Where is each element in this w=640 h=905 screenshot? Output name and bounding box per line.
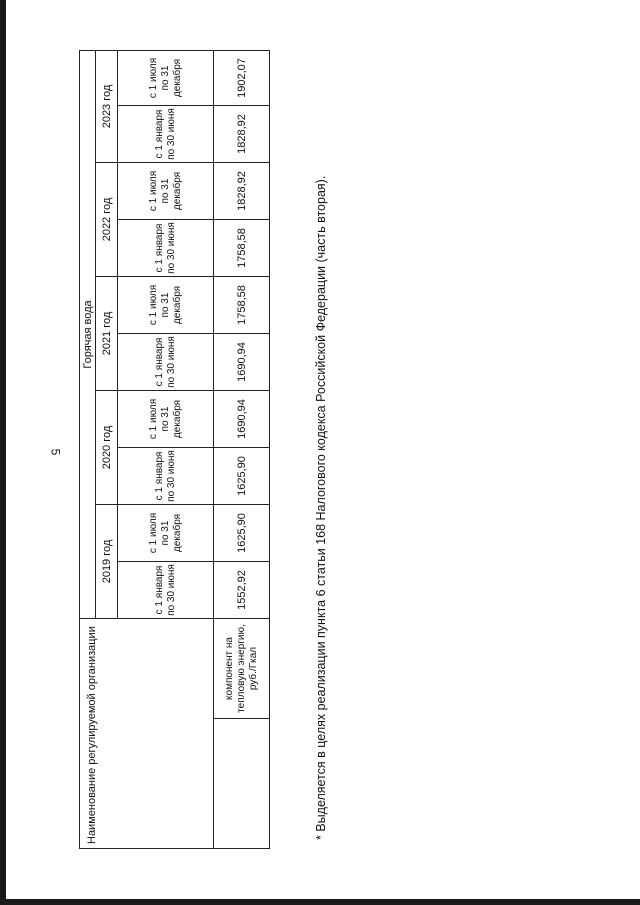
tariff-value: 1625,90	[214, 505, 270, 562]
year-header: 2021 год	[96, 277, 118, 391]
year-header: 2022 год	[96, 163, 118, 277]
period-header: с 1 января по 30 июня	[118, 106, 214, 163]
period-header: с 1 января по 30 июня	[118, 220, 214, 277]
tariff-value: 1828,92	[214, 106, 270, 163]
period-header: с 1 июля по 31 декабря	[118, 505, 214, 562]
tariff-table-rotated	[79, 51, 269, 849]
tariff-value: 1902,07	[214, 50, 270, 105]
period-header: с 1 июля по 31 декабря	[118, 391, 214, 448]
tariff-value: 1690,94	[214, 391, 270, 448]
page-number: 5	[48, 448, 63, 456]
period-header: с 1 июля по 31 декабря	[118, 277, 214, 334]
tariff-value: 1758,58	[214, 277, 270, 334]
tariff-value: 1552,92	[214, 562, 270, 619]
tariff-table	[79, 50, 270, 849]
org-header: Наименование регулируемой организации	[80, 619, 214, 849]
year-header: 2023 год	[96, 50, 118, 162]
hot-water-header: Горячая вода	[80, 50, 96, 618]
period-header: с 1 января по 30 июня	[118, 562, 214, 619]
period-header: с 1 января по 30 июня	[118, 334, 214, 391]
scan-edge-bottom	[0, 899, 640, 905]
tariff-value: 1828,92	[214, 163, 270, 220]
tariff-value: 1625,90	[214, 448, 270, 505]
tariff-value: 1758,58	[214, 220, 270, 277]
year-header: 2020 год	[96, 391, 118, 505]
unit-label: компонент на тепловую энергию, руб./Гкал	[214, 619, 270, 719]
scan-edge-left	[0, 0, 6, 905]
period-header: с 1 июля по 31 декабря	[118, 163, 214, 220]
year-header: 2019 год	[96, 505, 118, 619]
period-header: с 1 января по 30 июня	[118, 448, 214, 505]
footnote: * Выделяется в целях реализации пункта 6 статьи 168 Налогового кодекса Российской Федерации (часть вторая).	[314, 175, 328, 840]
period-header: с 1 июля по 31 декабря	[118, 50, 214, 105]
tariff-value: 1690,94	[214, 334, 270, 391]
org-name-cell	[214, 719, 270, 849]
